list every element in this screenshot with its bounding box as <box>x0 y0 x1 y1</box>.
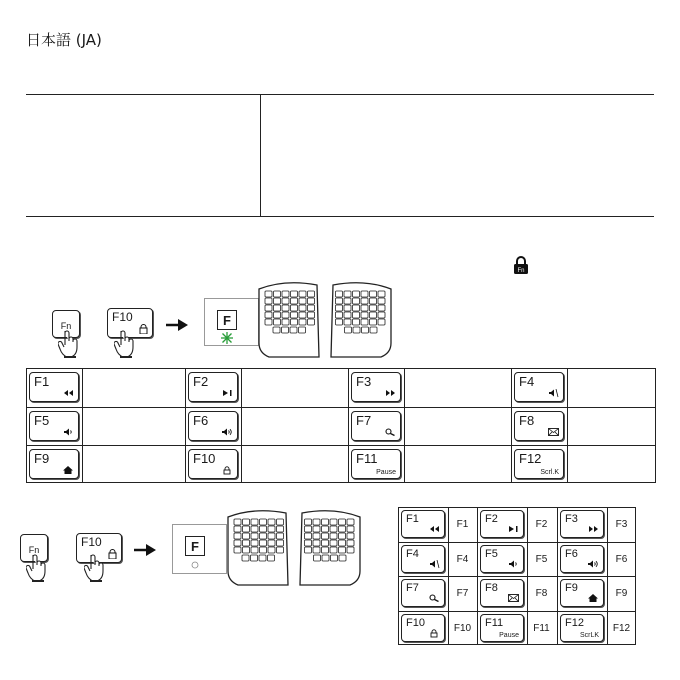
mute-icon <box>548 389 559 398</box>
function-key-label: F8 <box>519 413 535 428</box>
function-key-f10[interactable] <box>188 449 238 479</box>
rewind-icon <box>63 389 74 398</box>
keyboard-keycap <box>290 327 297 333</box>
function-key-label: F3 <box>356 374 372 389</box>
table-bottom-border <box>26 216 654 217</box>
volume-up-icon <box>588 560 599 569</box>
function-key-f1[interactable] <box>29 372 79 402</box>
function-key-label: F8 <box>485 582 498 594</box>
function-key-f3[interactable] <box>351 372 401 402</box>
keyboard-keycap <box>259 555 266 561</box>
keyboard-keycap <box>282 312 289 318</box>
keyboard-keycap <box>305 519 312 525</box>
keyboard-keycap <box>251 519 258 525</box>
svg-text:Fn: Fn <box>517 268 525 274</box>
function-key-label: F12 <box>565 617 584 629</box>
keyboard-keycap <box>305 547 312 553</box>
keyboard-keycap <box>308 298 315 304</box>
keyboard-keycap <box>347 547 354 553</box>
keyboard-keycap <box>277 519 284 525</box>
keyboard-keycap <box>251 533 258 539</box>
table-top-border <box>26 94 654 95</box>
keyboard-keycap <box>299 312 306 318</box>
standard-function-label: F12 <box>612 623 631 634</box>
keyboard-keycap <box>361 319 368 325</box>
standard-function-label: F9 <box>615 588 628 599</box>
hand-pointer-icon <box>84 553 108 583</box>
keyboard-keycap <box>251 540 258 546</box>
column-divider <box>511 368 512 483</box>
keyboard-keycap <box>370 312 377 318</box>
function-key-f12[interactable] <box>560 614 604 642</box>
function-key-label: F5 <box>485 548 498 560</box>
standard-function-label: F11 <box>533 623 550 634</box>
row-divider <box>398 576 636 577</box>
function-key-label: F10 <box>193 451 216 466</box>
led-on-icon <box>221 332 233 344</box>
keyboard-keycap <box>378 298 385 304</box>
column-divider <box>185 368 186 483</box>
keyboard-keycap <box>345 327 352 333</box>
function-key-f5[interactable] <box>480 545 524 573</box>
search-icon <box>385 428 396 437</box>
keyboard-keycap <box>268 519 275 525</box>
keyboard-keycap <box>234 540 241 546</box>
keyboard-keycap <box>243 519 250 525</box>
standard-function-label: F10 <box>453 623 472 634</box>
keyboard-keycap <box>277 540 284 546</box>
keyboard-keycap <box>265 298 272 304</box>
keyboard-keycap <box>291 298 298 304</box>
keyboard-keycap <box>330 519 337 525</box>
function-key-label: F4 <box>406 548 419 560</box>
row-divider <box>398 611 636 612</box>
keyboard-keycap <box>353 319 360 325</box>
keyboard-keycap <box>330 540 337 546</box>
keyboard-keycap <box>268 526 275 532</box>
keyboard-keycap <box>243 526 250 532</box>
fn-indicator-panel <box>172 524 227 574</box>
standard-function-label: F6 <box>615 554 628 565</box>
mute-icon <box>429 560 440 569</box>
function-key-label: F5 <box>34 413 50 428</box>
keyboard-keycap <box>322 547 329 553</box>
function-key-f7[interactable] <box>401 579 445 607</box>
keyboard-keycap <box>336 312 343 318</box>
keyboard-keycap <box>291 291 298 297</box>
function-key-label: F1 <box>406 513 419 525</box>
column-divider <box>567 368 568 483</box>
keyboard-keycap <box>330 547 337 553</box>
led-off-icon <box>191 561 199 569</box>
keyboard-keycap <box>330 533 337 539</box>
arrow-right-icon <box>166 319 188 331</box>
function-key-f7[interactable] <box>351 411 401 441</box>
hand-pointer-icon <box>26 553 50 583</box>
ergonomic-keyboard-illustration <box>224 505 364 591</box>
function-key-label: F11 <box>485 617 504 629</box>
function-key-label: F7 <box>356 413 372 428</box>
keyboard-keycap <box>361 291 368 297</box>
page-title: 日本語 (JA) <box>26 31 102 49</box>
keyboard-keycap <box>353 305 360 311</box>
function-key-f11[interactable] <box>351 449 401 479</box>
play-pause-icon <box>222 389 233 398</box>
keyboard-keycap <box>361 305 368 311</box>
keyboard-keycap <box>308 291 315 297</box>
keyboard-keycap <box>313 540 320 546</box>
keyboard-keycap <box>353 327 360 333</box>
keyboard-keycap <box>305 533 312 539</box>
fn-key-label: Fn <box>28 545 40 555</box>
fn-lock-icon <box>222 466 233 475</box>
column-divider <box>348 368 349 483</box>
keyboard-keycap <box>282 291 289 297</box>
keyboard-keycap <box>331 555 338 561</box>
keyboard-keycap <box>265 319 272 325</box>
function-key-f2[interactable] <box>188 372 238 402</box>
keyboard-keycap <box>336 291 343 297</box>
keyboard-keycap <box>299 305 306 311</box>
keyboard-keycap <box>305 540 312 546</box>
function-key-label: F10 <box>406 617 425 629</box>
mail-icon <box>548 428 559 437</box>
keyboard-keycap <box>314 555 321 561</box>
keyboard-keycap <box>268 533 275 539</box>
fast-forward-icon <box>385 389 396 398</box>
function-key-table-1 <box>26 368 656 483</box>
keyboard-keycap <box>308 312 315 318</box>
keyboard-keycap <box>265 305 272 311</box>
function-key-label: F4 <box>519 374 535 389</box>
function-key-label: F9 <box>565 582 578 594</box>
keyboard-keycap <box>347 540 354 546</box>
keyboard-keycap <box>291 312 298 318</box>
keyboard-keycap <box>378 291 385 297</box>
function-key-f5[interactable] <box>29 411 79 441</box>
keyboard-keycap <box>339 547 346 553</box>
function-key-sublabel: Pause <box>376 469 396 476</box>
standard-function-label: F7 <box>456 588 469 599</box>
keyboard-keycap <box>274 305 281 311</box>
keyboard-keycap <box>299 327 306 333</box>
function-key-f9[interactable] <box>29 449 79 479</box>
keyboard-keycap <box>322 555 329 561</box>
fn-indicator-letter: F <box>185 536 205 556</box>
keyboard-keycap <box>282 319 289 325</box>
keyboard-keycap <box>268 547 275 553</box>
keyboard-keycap <box>260 547 267 553</box>
keyboard-keycap <box>339 540 346 546</box>
function-key-f8[interactable] <box>514 411 564 441</box>
function-key-label: F9 <box>34 451 50 466</box>
keyboard-keycap <box>242 555 249 561</box>
keyboard-keycap <box>308 319 315 325</box>
keyboard-keycap <box>277 533 284 539</box>
function-key-sublabel: Pause <box>499 632 519 639</box>
arrow-right-icon <box>134 544 156 556</box>
function-key-label: F6 <box>193 413 209 428</box>
keyboard-keycap <box>370 305 377 311</box>
keyboard-keycap <box>243 540 250 546</box>
volume-down-icon <box>508 560 519 569</box>
keyboard-keycap <box>344 298 351 304</box>
function-key-f12[interactable] <box>514 449 564 479</box>
keyboard-keycap <box>291 305 298 311</box>
keyboard-keycap <box>282 305 289 311</box>
keyboard-keycap <box>336 305 343 311</box>
function-key-label: F1 <box>34 374 50 389</box>
keyboard-keycap <box>336 298 343 304</box>
keyboard-keycap <box>362 327 369 333</box>
function-key-label: F11 <box>356 451 378 466</box>
column-divider <box>557 507 558 645</box>
search-icon <box>429 594 440 603</box>
keyboard-keycap <box>370 319 377 325</box>
function-key-f4[interactable] <box>514 372 564 402</box>
function-key-f3[interactable] <box>560 510 604 538</box>
function-key-label: F7 <box>406 582 419 594</box>
column-divider <box>82 368 83 483</box>
function-key-f9[interactable] <box>560 579 604 607</box>
rewind-icon <box>429 525 440 534</box>
keyboard-keycap <box>265 312 272 318</box>
keyboard-keycap <box>274 312 281 318</box>
fn-lock-icon <box>108 549 117 559</box>
fn-lock-icon <box>139 324 148 334</box>
keyboard-keycap <box>251 547 258 553</box>
keyboard-keycap <box>336 319 343 325</box>
keyboard-keycap <box>273 327 280 333</box>
column-divider <box>477 507 478 645</box>
function-key-sublabel: ScrLK <box>579 632 599 639</box>
home-icon <box>588 594 599 603</box>
keyboard-keycap <box>344 291 351 297</box>
standard-function-label: F2 <box>535 519 548 530</box>
standard-function-label: F3 <box>615 519 628 530</box>
standard-function-label: F4 <box>456 554 469 565</box>
fn-lock-icon <box>513 256 529 274</box>
function-key-f1[interactable] <box>401 510 445 538</box>
fn-key-label: Fn <box>60 321 72 331</box>
keyboard-keycap <box>313 526 320 532</box>
keyboard-keycap <box>251 555 258 561</box>
keyboard-keycap <box>347 533 354 539</box>
keyboard-keycap <box>370 298 377 304</box>
keyboard-keycap <box>234 533 241 539</box>
row-divider <box>26 445 656 446</box>
keyboard-keycap <box>260 540 267 546</box>
keyboard-keycap <box>361 298 368 304</box>
keyboard-keycap <box>339 533 346 539</box>
keyboard-keycap <box>234 526 241 532</box>
function-key-f6[interactable] <box>560 545 604 573</box>
keyboard-keycap <box>243 547 250 553</box>
fn-indicator-panel <box>204 298 259 346</box>
home-icon <box>63 466 74 475</box>
function-key-f4[interactable] <box>401 545 445 573</box>
keyboard-keycap <box>260 519 267 525</box>
keyboard-keycap <box>291 319 298 325</box>
keyboard-keycap <box>339 519 346 525</box>
keyboard-keycap <box>339 526 346 532</box>
keyboard-keycap <box>260 533 267 539</box>
function-key-f11[interactable] <box>480 614 524 642</box>
volume-up-icon <box>222 428 233 437</box>
keyboard-keycap <box>339 555 346 561</box>
standard-function-label: F5 <box>535 554 548 565</box>
keyboard-keycap <box>308 305 315 311</box>
keyboard-keycap <box>370 291 377 297</box>
keyboard-keycap <box>243 533 250 539</box>
standard-function-label: F1 <box>456 519 469 530</box>
function-key-table-2 <box>398 507 636 645</box>
keyboard-keycap <box>305 526 312 532</box>
keyboard-keycap <box>282 327 289 333</box>
function-key-label: F3 <box>565 513 578 525</box>
ergonomic-keyboard-illustration <box>255 277 395 363</box>
keyboard-keycap <box>313 519 320 525</box>
keyboard-keycap <box>344 305 351 311</box>
function-key-f8[interactable] <box>480 579 524 607</box>
keyboard-keycap <box>347 519 354 525</box>
keyboard-keycap <box>268 540 275 546</box>
keyboard-keycap <box>370 327 377 333</box>
keyboard-keycap <box>299 298 306 304</box>
row-divider <box>26 407 656 408</box>
keyboard-keycap <box>378 312 385 318</box>
keyboard-keycap <box>353 298 360 304</box>
table-divider <box>260 94 261 216</box>
keyboard-keycap <box>361 312 368 318</box>
fn-indicator-letter: F <box>217 310 237 330</box>
play-pause-icon <box>508 525 519 534</box>
keyboard-keycap <box>322 526 329 532</box>
hand-pointer-icon <box>114 329 138 359</box>
f10-key-label: F10 <box>81 535 102 549</box>
keyboard-keycap <box>353 312 360 318</box>
row-divider <box>398 542 636 543</box>
hand-pointer-icon <box>58 329 82 359</box>
keyboard-keycap <box>268 555 275 561</box>
keyboard-keycap <box>330 526 337 532</box>
keyboard-keycap <box>234 547 241 553</box>
keyboard-keycap <box>353 291 360 297</box>
function-key-f10[interactable] <box>401 614 445 642</box>
keyboard-keycap <box>378 305 385 311</box>
keyboard-keycap <box>251 526 258 532</box>
function-key-label: F2 <box>193 374 209 389</box>
fn-lock-icon <box>429 629 440 638</box>
keyboard-keycap <box>322 519 329 525</box>
fast-forward-icon <box>588 525 599 534</box>
function-key-label: F6 <box>565 548 578 560</box>
keyboard-keycap <box>299 291 306 297</box>
keyboard-keycap <box>344 312 351 318</box>
keyboard-keycap <box>277 547 284 553</box>
keyboard-keycap <box>234 519 241 525</box>
keyboard-keycap <box>347 526 354 532</box>
function-key-label: F2 <box>485 513 498 525</box>
keyboard-keycap <box>299 319 306 325</box>
keyboard-keycap <box>322 540 329 546</box>
keyboard-keycap <box>282 298 289 304</box>
mail-icon <box>508 594 519 603</box>
keyboard-keycap <box>274 319 281 325</box>
f10-key-label: F10 <box>112 310 133 324</box>
keyboard-keycap <box>378 319 385 325</box>
function-key-label: F12 <box>519 451 542 466</box>
function-key-f6[interactable] <box>188 411 238 441</box>
keyboard-keycap <box>313 533 320 539</box>
keyboard-keycap <box>322 533 329 539</box>
column-divider <box>404 368 405 483</box>
function-key-f2[interactable] <box>480 510 524 538</box>
keyboard-keycap <box>313 547 320 553</box>
keyboard-keycap <box>344 319 351 325</box>
keyboard-keycap <box>274 291 281 297</box>
keyboard-keycap <box>260 526 267 532</box>
volume-down-icon <box>63 428 74 437</box>
keyboard-keycap <box>277 526 284 532</box>
standard-function-label: F8 <box>535 588 548 599</box>
keyboard-keycap <box>265 291 272 297</box>
keyboard-keycap <box>274 298 281 304</box>
function-key-sublabel: Scrl.K <box>540 469 559 476</box>
column-divider <box>241 368 242 483</box>
